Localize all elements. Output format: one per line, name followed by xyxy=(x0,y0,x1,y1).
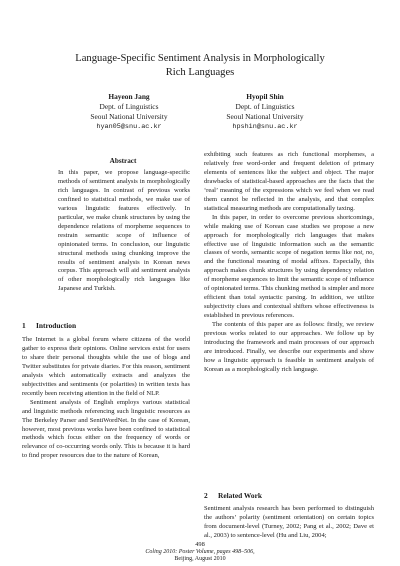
paragraph: exhibiting such features as rich functional morphemes, a relatively free word-order and frequent deletion of primary elements of sentences like the subject and object. The major drawbacks of statistical-based approaches are the facts that the ‘real’ meaning of the expressions which we feel when we read them cannot be reflected in the analysis, and that complex statistical measuring methods are computationally taxing. xyxy=(204,151,374,212)
author-university: Seoul National University xyxy=(90,112,168,121)
related-work-body xyxy=(204,505,374,541)
paragraph: The Internet is a global forum where citizens of the world gather to express their opinions. Online services exist for users to share their personal thoughts while the use of blogs and Twitter substitutes for private diaries. For this reason, sentiment analysis which automatically extracts and analyzes the subjectivities and sentiments (or polarities) in written texts has recently been receiving attention in the field of NLP. xyxy=(22,336,190,397)
abstract-text: In this paper, we propose language-specific methods of sentiment analysis in morphologically rich languages. In contrast of previous works confined to statistical methods, we make use of various linguistic features effectively. In particular, we make chunk structures by using the dependence relations of morpheme sequences to restrain semantic scope of influence of opinionated terms. In conclusion, our linguistic structural methods using chunking improve the results of sentiment analysis in Korean news corpus. This approach will aid sentiment analysis of other morphologically rich languages like Japanese and Turkish. xyxy=(58,169,190,293)
author-email: hyan05@snu.ac.kr xyxy=(96,123,162,131)
introduction-body xyxy=(22,336,190,461)
text-run: In this paper, in order to overcome previous shortcomings, while making use of Korean case studies we propose a new approach for morphologically rich languages that makes effective use of linguistic information such as the semantic classes of words, semantic scope of negation terms like xyxy=(204,213,374,257)
author-block-2 xyxy=(200,92,330,132)
section-number: 1 xyxy=(22,321,26,330)
abstract-heading: Abstract xyxy=(109,157,137,165)
section-title: Related Work xyxy=(218,491,263,500)
paragraph: Sentiment analysis of English employs various statistical and linguistic methods referencing such linguistic resources as The Berkeley Parser and SentiWordNet. In the case of Korean, however, most previous works have been confined to statistical methods which focus either on the frequency of words or relevance of co-occurring words only. This is because it is hard to find proper resources due to the nature of Korean, xyxy=(22,398,190,460)
author-dept: Dept. of Linguistics xyxy=(235,102,295,111)
author-name: Hayeon Jang xyxy=(108,92,150,101)
author-name: Hyopil Shin xyxy=(246,92,284,101)
paragraph xyxy=(204,214,374,321)
paper-title xyxy=(40,52,360,80)
emphasis: not, no, xyxy=(353,249,374,257)
title-line-1: Language-Specific Sentiment Analysis in Morphologically xyxy=(75,53,325,64)
author-dept: Dept. of Linguistics xyxy=(99,102,159,111)
section-heading-introduction xyxy=(22,321,76,330)
section-number: 2 xyxy=(204,491,208,500)
footer-line: Coling 2010: Poster Volume, pages 498–506, xyxy=(145,549,255,555)
text-run: and the functional meaning of modal affixes. Especially, this approach makes chunk structures by using dependency relation of morpheme sequences to limit the semantic scope of influence of opinionated terms. This chunking method is simpler and more efficient than total syntactic parsing. In addition, we utilize subjectivity clues and contextual shifters whose effectiveness is established in previous references. xyxy=(204,258,374,320)
paragraph: Sentiment analysis research has been performed to distinguish the authors’ polarity (sentiment orientation) on certain topics from document-level (Turney, 2002; Pang et al., 2002; Dave et al., 2003) to sentence-level (Hu and Liu, 2004; xyxy=(204,505,374,539)
section-heading-related-work xyxy=(204,491,262,500)
author-email: hpshin@snu.ac.kr xyxy=(232,123,298,131)
section-title: Introduction xyxy=(36,321,77,330)
right-column-body xyxy=(204,151,374,375)
author-university: Seoul National University xyxy=(226,112,304,121)
author-block-1 xyxy=(64,92,194,132)
title-line-2: Rich Languages xyxy=(165,67,235,78)
page-number: 498 xyxy=(195,541,205,548)
footer-location: Beijing, August 2010 xyxy=(174,556,226,562)
paragraph: The contents of this paper are as follows: firstly, we review previous works related to our approaches. We follow up by introducing the framework and main processes of our approach are introduced. Finally, we describe our experiments and show how a linguistic approach is feasible in sentiment analysis of Korean as a morphologically rich language. xyxy=(204,321,374,373)
